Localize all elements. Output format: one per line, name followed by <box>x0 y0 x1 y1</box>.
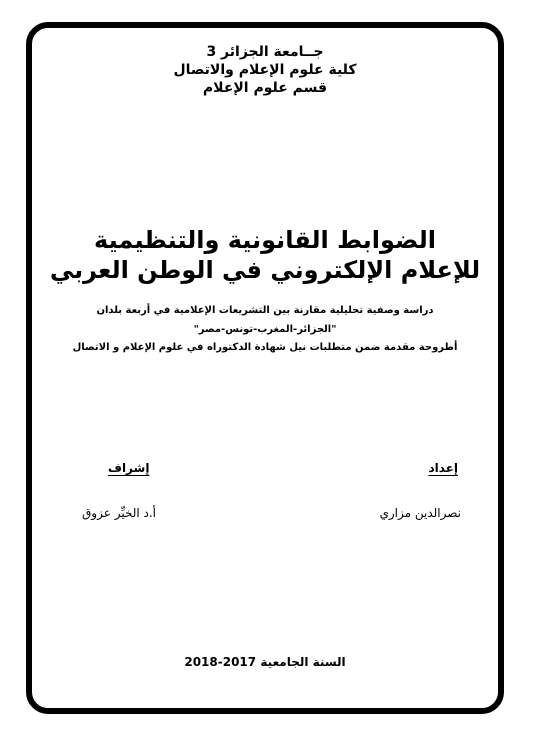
study-description: دراسة وصفية تحليلية مقارنة بين التشريعات الإعلامية في أربعة بلدان <box>96 305 434 316</box>
thesis-title-line-2: للإعلام الإلكتروني في الوطن العربي <box>49 256 481 284</box>
department-name: قسم علوم الإعلام <box>202 80 328 96</box>
faculty-name: كلية علوم الإعلام والاتصال <box>173 62 357 78</box>
page-border-frame <box>26 22 504 714</box>
university-name: جــامعة الجزائر 3 <box>206 44 324 60</box>
prepared-by-label: إعداد <box>428 461 458 475</box>
thesis-purpose: أطروحة مقدمة ضمن متطلبات نيل شهادة الدكتوراه في علوم الإعلام و الاتصال <box>72 342 458 353</box>
academic-year: السنة الجامعية 2017-2018 <box>184 655 346 669</box>
supervisor-name: أ.د الخيِّر عزوق <box>82 506 156 520</box>
countries-list: "الجزائر-المغرب-تونس-مصر" <box>193 324 337 335</box>
thesis-title-line-1: الضوابط القانونية والتنظيمية <box>94 226 436 254</box>
supervision-label: إشراف <box>108 461 150 475</box>
author-name: نصرالدين مزاري <box>379 506 461 520</box>
